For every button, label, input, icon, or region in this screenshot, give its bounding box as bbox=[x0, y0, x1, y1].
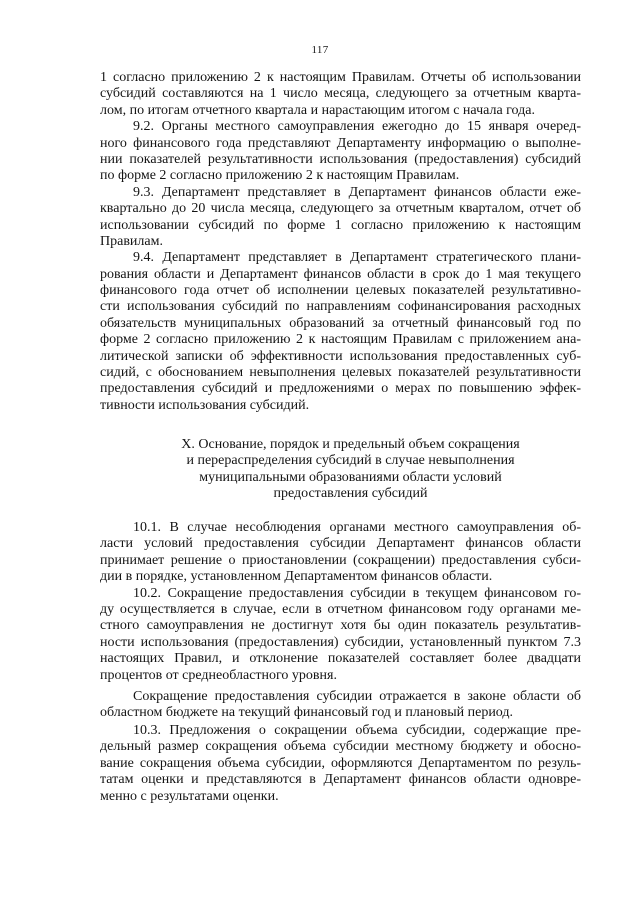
text-line: использовании субсидий по форме 1 согласно приложению к настоящим bbox=[100, 217, 581, 233]
text-line: финансового года отчет об исполнении целевых показателей результативно- bbox=[100, 283, 581, 299]
text-line: настоящих Правил, и отклонение показателей составляет более двадцати bbox=[100, 651, 581, 667]
paragraph-10-1-first-line: 10.1. В случае несоблюдения органами местного самоуправления об- bbox=[133, 520, 581, 535]
heading-line: предоставления субсидий bbox=[273, 486, 428, 502]
text-line: принимает решение о приостановлении (сокращении) предоставления субси- bbox=[100, 552, 581, 568]
text-line: нии показателей результативности использования (предоставления) субсидий bbox=[100, 151, 581, 167]
text-line: обязательств муниципальных образований за отчетный финансовый год по bbox=[100, 315, 581, 331]
text-line: форме 2 согласно приложению 2 к настоящим Правилам с приложением ана- bbox=[100, 332, 581, 348]
text-line: ности использования (предоставления) субсидии, установленный пунктом 7.3 bbox=[100, 634, 581, 650]
heading-line: муниципальными образованиями области условий bbox=[199, 469, 502, 485]
text-line: литической записки об эффективности использования предоставленных суб- bbox=[100, 348, 581, 364]
text-line: менно с результатами оценки. bbox=[100, 788, 279, 804]
text-line: дии в порядке, установленном Департаментом финансов области. bbox=[100, 569, 493, 585]
sections-9-2-to-9-4 bbox=[100, 70, 581, 414]
text-line: ного финансового года представляют Департаменту информацию о выполне- bbox=[100, 135, 581, 151]
text-line: областном бюджете на текущий финансовый год и плановый период. bbox=[100, 705, 514, 721]
heading-line: X. Основание, порядок и предельный объем сокращения bbox=[181, 437, 520, 452]
text-line: лом, по итогам отчетного квартала и нарастающим итогом с начала года. bbox=[100, 102, 535, 118]
text-line: процентов от среднеобластного уровня. bbox=[100, 667, 337, 683]
page-number: 117 bbox=[311, 44, 329, 56]
sections-10-1-and-10-2 bbox=[100, 520, 581, 684]
section-x-heading bbox=[110, 437, 591, 503]
text-line: стного самоуправления не достигнут хотя бы один показатель результатив- bbox=[100, 618, 581, 634]
paragraph-9-2-first-line: 9.2. Органы местного самоуправления ежегодно до 15 января очеред- bbox=[133, 119, 581, 135]
text-line: по форме 2 согласно приложению 2 к настоящим Правилам. bbox=[100, 168, 460, 184]
section-10-3 bbox=[100, 723, 581, 805]
paragraph-10-2-first-line: 10.2. Сокращение предоставления субсидии в текущем финансовом го- bbox=[133, 585, 581, 601]
text-line: квартально до 20 числа месяца, следующего за отчетным кварталом, отчет об bbox=[100, 201, 581, 217]
text-line: тивности использования субсидий. bbox=[100, 397, 310, 413]
text-line: ду осуществляется в случае, если в отчетном финансовом году органами ме- bbox=[100, 601, 581, 617]
text-line: ласти условий предоставления субсидии Департамент финансов области bbox=[100, 536, 581, 552]
text-line: сидий, с обоснованием невыполнения целевых показателей результативности bbox=[100, 365, 581, 381]
heading-line: и перераспределения субсидий в случае невыполнения bbox=[186, 453, 515, 469]
text-line: 1 согласно приложению 2 к настоящим Правилам. Отчеты об использовании bbox=[100, 70, 581, 85]
text-line: Правилам. bbox=[100, 233, 163, 249]
text-line: субсидий составляются на 1 число месяца, следующего за отчетным кварта- bbox=[100, 86, 581, 102]
text-line: предоставления субсидий и предложениями о мерах по повышению эффек- bbox=[100, 381, 581, 397]
paragraph-reduction-note bbox=[100, 689, 581, 722]
text-line: рования области и Департамент финансов области в срок до 1 мая текущего bbox=[100, 266, 581, 282]
paragraph-10-3-first-line: 10.3. Предложения о сокращении объема субсидии, содержащие пре- bbox=[133, 723, 581, 738]
text-line: дельный размер сокращения объема субсидии местному бюджету и обосно- bbox=[100, 739, 581, 755]
text-line: сти использования субсидий по направлениям софинансирования расходных bbox=[100, 299, 581, 315]
text-line: Сокращение предоставления субсидии отражается в законе области об bbox=[133, 689, 581, 704]
text-line: вание сокращения объема субсидии, оформляются Департаментом по резуль- bbox=[100, 755, 581, 771]
paragraph-9-4-first-line: 9.4. Департамент представляет в Департамент стратегического плани- bbox=[133, 250, 581, 266]
text-line: татам оценки и представляются в Департамент финансов области одновре- bbox=[100, 772, 581, 788]
paragraph-9-3-first-line: 9.3. Департамент представляет в Департамент финансов области еже- bbox=[133, 184, 581, 200]
